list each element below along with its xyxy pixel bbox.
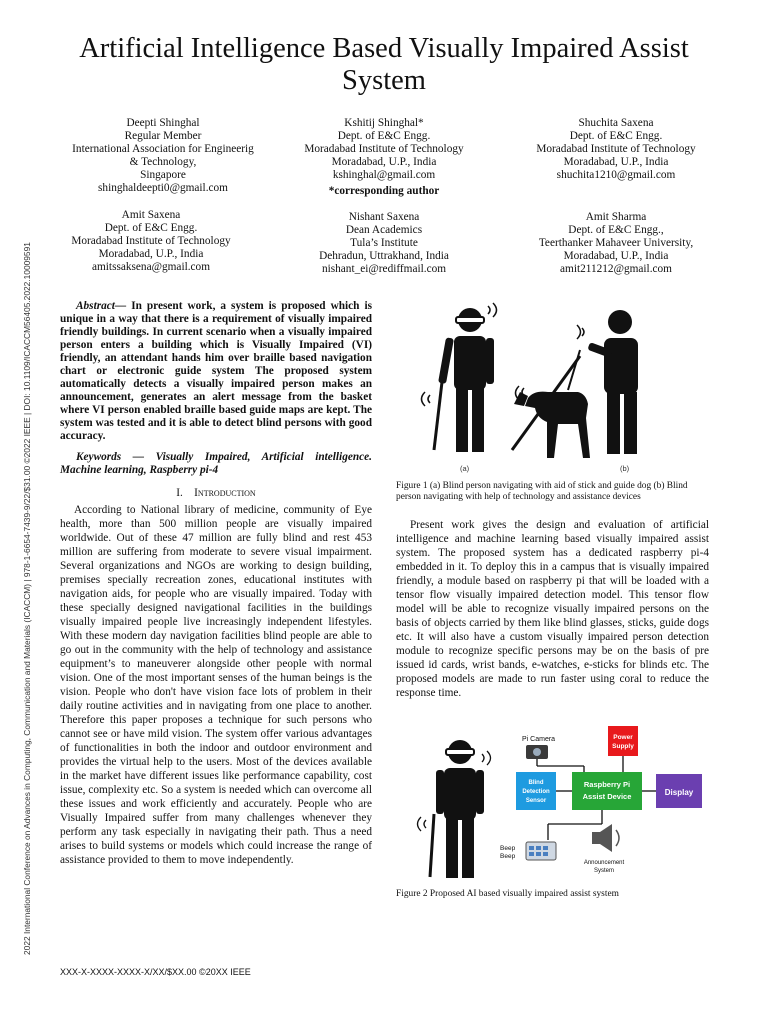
author-affil: Dept. of E&C Engg.: [337, 130, 431, 142]
pi-camera-icon: [526, 745, 548, 759]
intro-section: [60, 503, 372, 867]
author-name: Amit Sharma: [585, 211, 647, 223]
author-email: nishant_ei@rediffmail.com: [321, 263, 447, 275]
author-affil: Moradabad Institute of Technology: [536, 143, 696, 155]
author-email: amit211212@gmail.com: [560, 263, 672, 275]
author-affil: Regular Member: [124, 130, 202, 142]
author-name: Kshitij Shinghal*: [344, 117, 424, 129]
author-block-6: [501, 211, 731, 276]
blind-person-with-stick-icon: [422, 303, 497, 452]
abstract: [60, 300, 372, 443]
beep-label-2: Beep: [500, 853, 516, 860]
section-number: I.: [176, 487, 183, 499]
blind-person-icon: [430, 740, 484, 878]
author-affil: Dean Academics: [345, 224, 423, 236]
author-affil: Moradabad Institute of Technology: [71, 235, 231, 247]
side-note: 2022 International Conference on Advances in Computing, Communication and Materials (ICACCM) | 978-1-6654-7439-9/22/$31.00 ©2022 IEEE | DOI: 10.1109/ICACCM56405.2022.10009591: [22, 242, 32, 955]
abstract-text: In present work, a system is proposed which is unique in a way that there is a requirement of visually impaired friendly buildings. In current scenario when a visually impaired person enters a building which is Visually Impaired (VI) friendly, an attendant hands him over braille based navigation chart or electronic guide system The proposed system automatically detects a visually impaired person makes an announcement, generates an alert message from the basket where VI person enabled braille based guide maps are kept. The system was tested and it is able to detect blind persons with good accuracy.: [60, 300, 372, 442]
sensor-label-3: Sensor: [525, 798, 547, 804]
author-affil: Singapore: [140, 169, 186, 181]
alert-keypad-icon: [526, 842, 556, 860]
author-affil: International Association for Engineerig & Technology,: [72, 143, 254, 168]
power-supply-box: [608, 726, 638, 756]
author-email: shinghaldeepti0@gmail.com: [98, 182, 228, 194]
paper-title: Artificial Intelligence Based Visually Impaired Assist System: [79, 33, 689, 96]
author-block-4: [36, 209, 266, 274]
announcement-label-2: System: [593, 868, 615, 874]
author-name: Shuchita Saxena: [578, 117, 654, 129]
right-paragraph: Present work gives the design and evaluation of artificial intelligence and machine learning based visually impaired assist system. The proposed system has a dedicated raspberry pi-4 embedded in it. To deploy this in a campus that is visually impaired friendly, a module based on raspberry pi that will be loaded with a tensor flow visually impaired detection model. This tensor flow model will be able to recognize visually impaired persons on the basis of objects carried by them like blind glasses, sticks, guide dogs etc. It will also have a custom visually impaired person detection module to recognize specific persons may be on the basis of pre issued id cards, wrist bands, e-watches, e-sticks for blinds etc. The proposed models are made to run faster using coral to reduce the response time.: [396, 519, 709, 699]
pi-camera-label: Pi Camera: [522, 736, 556, 743]
author-affil: Moradabad, U.P., India: [563, 156, 669, 168]
author-block-1: [48, 117, 278, 195]
figure-1-label-b: (b): [620, 464, 630, 473]
intro-paragraph: According to National library of medicine, community of Eye health, more than 500 million people are visually impaired worldwide. Out of these 47 million are fully blind and rest 453 million are suffering from moderate to severe visual impairment. Several organizations and NGOs are working to design building, premises specially recreation zones, educational institutes with navigation aids, for people who are visually impaired. Today with these specially designed navigational facilities in the buildings visually impaired people live increasingly independent lifestyles. With these modern day navigation facilities blind people are able to go out in the community with the help of technology and assistance equipment’s to maneuverer alongside other people with normal vision. One of the most important senses of the human beings is the vision. People who don't have vision face lots of problem in their daily routine activities and in navigating from one place to another. Therefore this paper proposes a technique for such persons who cannot see or have mild vision. The system offer various advantages of functionalities in both the indoor and outdoor environment and provides the virtual help to the users. Most of the devices available in the market have different issues like performance capability, cost issue, complexity etc. So a system is needed which can overcome all these issues and work efficiently and accurately. People who are Visually Impaired suffer from many challenges whenever they perform any task especially in navigating their path. Thus a need arises to build systems or models which could increase the range of assistance provided to them to move independently.: [60, 504, 372, 866]
announcement-label-1: Announcement: [583, 860, 625, 866]
section-heading: [60, 487, 372, 499]
keywords-text: Keywords — Visually Impaired, Artificial intelligence. Machine learning, Raspberry pi-4: [60, 451, 372, 476]
author-affil: Moradabad, U.P., India: [563, 250, 669, 262]
speaker-icon: [592, 824, 619, 852]
author-affil: Dept. of E&C Engg.: [569, 130, 663, 142]
author-affil: Teerthanker Mahaveer University,: [538, 237, 694, 249]
sensor-label-2: Detection: [522, 789, 550, 795]
author-affil: Dehradun, Uttrakhand, India: [319, 250, 449, 262]
author-email: shuchita1210@gmail.com: [556, 169, 676, 181]
device-label-2: Assist Device: [582, 792, 632, 801]
author-name: Deepti Shinghal: [126, 117, 200, 129]
author-block-3: [501, 117, 731, 182]
display-label: Display: [664, 788, 694, 797]
beep-label-1: Beep: [500, 845, 516, 852]
author-name: Nishant Saxena: [348, 211, 420, 223]
figure-2: [412, 722, 712, 882]
right-column-text: [396, 518, 709, 700]
author-affil: Dept. of E&C Engg.,: [568, 224, 664, 236]
raspberry-pi-device-box: [572, 772, 642, 810]
abstract-label: Abstract—: [76, 300, 127, 312]
figure-1-label-a: (a): [460, 464, 470, 473]
author-email: kshinghal@gmail.com: [332, 169, 436, 181]
author-affil: Dept. of E&C Engg.: [104, 222, 198, 234]
blind-person-with-guide-dog-icon: [512, 310, 638, 458]
author-name: Amit Saxena: [121, 209, 181, 221]
figure-1-caption: Figure 1 (a) Blind person navigating with aid of stick and guide dog (b) Blind person navigating with help of technology and assistance devices: [396, 481, 688, 502]
author-block-2: [269, 117, 499, 198]
corresponding-author-note: *corresponding author: [328, 185, 440, 197]
author-email: amitssaksena@gmail.com: [91, 261, 210, 273]
author-affil: Moradabad Institute of Technology: [304, 143, 464, 155]
power-supply-label-2: Supply: [612, 743, 634, 750]
footer-copyright: XXX-X-XXXX-XXXX-X/XX/$XX.00 ©20XX IEEE: [60, 967, 251, 977]
author-affil: Tula’s Institute: [350, 237, 418, 249]
sensor-label-1: Blind: [528, 780, 544, 786]
keywords: [60, 451, 372, 477]
figure-1: [412, 300, 692, 476]
power-supply-label-1: Power: [613, 734, 633, 741]
author-affil: Moradabad, U.P., India: [98, 248, 204, 260]
author-affil: Moradabad, U.P., India: [331, 156, 437, 168]
figure-2-caption: Figure 2 Proposed AI based visually impaired assist system: [396, 889, 619, 899]
author-block-5: [269, 211, 499, 276]
section-title: Introduction: [194, 487, 256, 499]
device-label-1: Raspberry Pi: [583, 780, 631, 789]
